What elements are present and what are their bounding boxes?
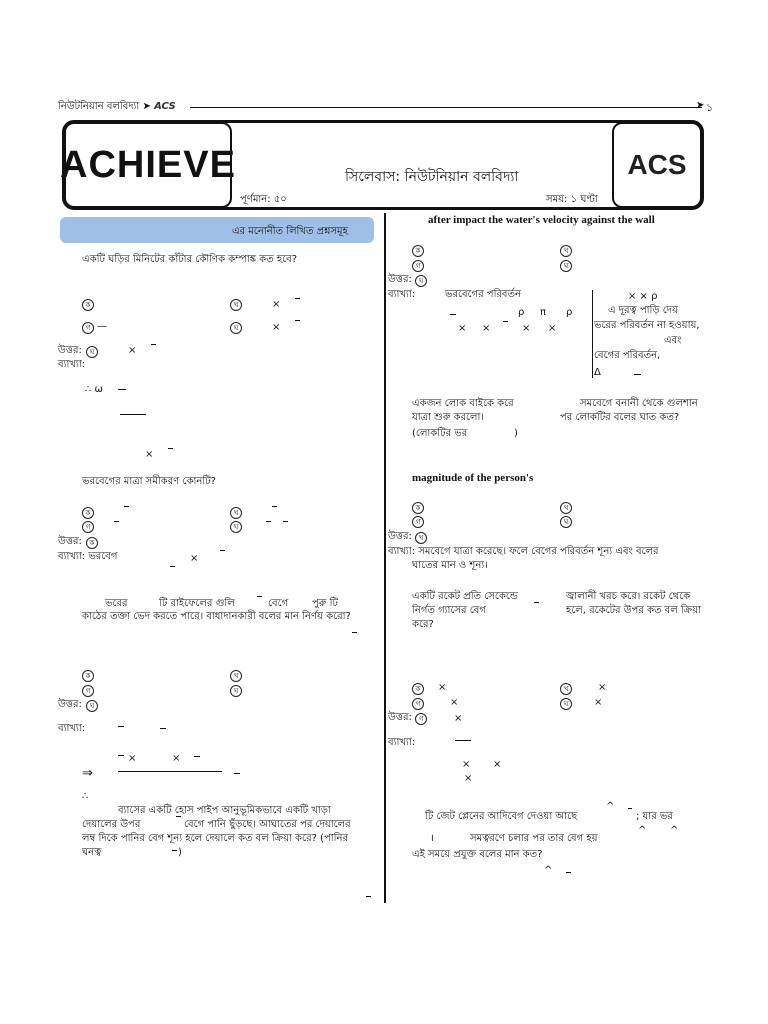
- option-kha-math: ×: [272, 299, 281, 310]
- question-4-text: দেয়ালের উপর: [82, 819, 141, 830]
- option-math: ×: [438, 682, 447, 693]
- question-3-text: বেগে: [268, 598, 289, 609]
- question-4-text: ব্যাসের একটি হোস পাইপ আনুভূমিকভাবে একটি খাড়া: [118, 805, 331, 816]
- option-ga: গ: [82, 322, 94, 334]
- answer-math: ×: [454, 713, 463, 724]
- q4-continuation: after impact the water's velocity against the wall: [428, 214, 655, 226]
- math-bar: [118, 389, 126, 390]
- question-5-text: পর লোকটির বলের ঘাত কত?: [560, 412, 680, 423]
- question-3-text: পুরু টি: [312, 598, 338, 609]
- side-note: Δ: [594, 367, 601, 378]
- option-kha: খ: [560, 683, 572, 695]
- math-bar: [450, 314, 456, 315]
- side-note: এ দূরত্ব পাড়ি দেয়: [608, 305, 678, 316]
- question-2-text: ভরবেগের মাত্রা সমীকরণ কোনটি?: [82, 476, 216, 487]
- math-bar: [257, 596, 262, 597]
- answer-label: উত্তর:: [58, 536, 82, 547]
- explanation-label: ব্যাখ্যা:: [58, 359, 86, 370]
- question-5-text: (লোকটির ভর: [412, 428, 468, 439]
- option-ga: গ: [412, 260, 424, 272]
- explanation-text: ব্যাখ্যা: সমবেগে যাত্রা করেছে। ফলে বেগের পরিবর্তন শূন্য এবং বলের: [388, 546, 659, 557]
- fraction-bar: [455, 740, 471, 741]
- question-3-text: ভরের: [105, 598, 128, 609]
- header-rule: [190, 107, 702, 108]
- answer-option: খ: [415, 532, 427, 544]
- achieve-logo-text: ACHIEVE: [60, 143, 236, 186]
- question-4-text: বেগে পানি ছুঁড়ছে। আঘাতের পর দেয়ালের: [184, 819, 351, 830]
- answer-label: উত্তর:: [58, 699, 82, 710]
- answer-option: গ: [415, 713, 427, 725]
- achieve-logo: [60, 122, 236, 208]
- q5-continuation: magnitude of the person's: [412, 472, 534, 484]
- explanation-math: ×: [522, 323, 531, 334]
- math-bar: [234, 773, 240, 774]
- question-4-text: ): [178, 847, 182, 858]
- option-kha: খ: [230, 299, 242, 311]
- running-header: [58, 99, 176, 116]
- explanation-label: ব্যাখ্যা:: [388, 289, 416, 300]
- caret-symbol: ^: [544, 865, 553, 876]
- explanation-math: ×: [172, 753, 181, 764]
- math-bar: [168, 448, 173, 449]
- answer-option: ঘ: [86, 700, 98, 712]
- explanation-math: ×: [145, 449, 154, 460]
- math-bar: [220, 550, 225, 551]
- option-gha: ঘ: [230, 521, 242, 533]
- math-bar: [176, 816, 181, 817]
- question-7-text: টি জেট প্লেনের আদিবেগ দেওয়া আছে: [425, 811, 578, 822]
- answer-label: উত্তর:: [58, 345, 82, 356]
- question-1-text: একটি ঘড়ির মিনিটের কাঁটার কৌণিক কম্পাঙ্ক কত হবে?: [82, 254, 297, 265]
- pi-symbol: π: [540, 307, 547, 318]
- option-ka: ক: [82, 670, 94, 682]
- question-6-text: করে?: [412, 619, 434, 630]
- question-4-text: ঘনত্ব: [82, 847, 102, 858]
- answer-option: ঘ: [86, 346, 98, 358]
- column-divider: [384, 213, 386, 903]
- question-7-text: ; যার ভর: [636, 811, 673, 822]
- option-gha: ঘ: [230, 685, 242, 697]
- explanation-text: ঘাতের মান ও শূন্য।: [412, 560, 488, 571]
- explanation-math: ×: [458, 323, 467, 334]
- math-bar: [503, 321, 508, 322]
- option-gha: ঘ: [560, 516, 572, 528]
- rho-symbol: ρ: [566, 307, 573, 318]
- question-7-text: ।: [430, 833, 434, 844]
- option-kha: খ: [560, 245, 572, 257]
- question-6-text: নির্গত গ্যাসের বেগ: [412, 605, 486, 616]
- math-bar: [160, 728, 166, 729]
- option-ka: ক: [412, 683, 424, 695]
- acs-logo: [612, 122, 702, 208]
- caret-symbol: ^: [606, 801, 615, 812]
- implies-icon: ⇒: [82, 766, 93, 781]
- option-gha: ঘ: [230, 322, 242, 334]
- acs-mini-logo: ACS: [154, 101, 176, 112]
- explanation-math: ×: [128, 753, 137, 764]
- option-gha-math: ×: [272, 322, 281, 333]
- math-bar: [534, 602, 539, 603]
- explanation-math: ×: [462, 759, 471, 770]
- math-bar: [634, 374, 641, 375]
- option-kha: খ: [230, 507, 242, 519]
- math-bar: [170, 566, 175, 567]
- explanation-label: ব্যাখ্যা:: [388, 737, 416, 748]
- question-6-text: জ্বালানী খরচ করে। রকেট থেকে: [566, 591, 691, 602]
- answer-option: ঘ: [415, 275, 427, 287]
- option-kha: খ: [560, 502, 572, 514]
- option-ga: গ: [82, 685, 94, 697]
- explanation-math: ×: [493, 759, 502, 770]
- therefore-icon: ∴: [82, 791, 89, 802]
- question-4-text: লম্ব দিকে পানির বেগ শূন্য হলে দেয়ালে কত বল ক্রিয়া করে? (পানির: [82, 833, 348, 844]
- side-note: ভরের পরিবর্তন না হওয়ায়,: [594, 320, 700, 331]
- math-bar: [172, 850, 177, 851]
- arrow-icon: ➤: [142, 101, 151, 112]
- question-3-text: কাঠের তক্তা ভেদ করতে পারে। বাধাদানকারী বলের মান নির্ণয় করো?: [82, 611, 351, 622]
- question-3-text: টি রাইফেলের গুলি: [159, 598, 235, 609]
- explanation-math: ×: [548, 323, 557, 334]
- full-marks: পূর্ণমান: ৫০: [240, 194, 287, 205]
- explanation-math: ×: [190, 553, 199, 564]
- option-kha: খ: [230, 670, 242, 682]
- math-bar: [283, 521, 288, 522]
- explanation-label: ব্যাখ্যা: ভরবেগ: [58, 551, 118, 562]
- question-5-text: ): [514, 428, 518, 439]
- math-bar: [352, 632, 357, 633]
- answer-label: উত্তর:: [388, 274, 412, 285]
- explanation-math: ∴ ω: [85, 384, 103, 395]
- question-7-text: সমত্বরণে চলার পর তার বেগ হয়: [470, 833, 598, 844]
- math-bar: [272, 506, 277, 507]
- math-bar: [151, 344, 156, 345]
- math-bar: [566, 872, 571, 873]
- option-ga: গ: [82, 521, 94, 533]
- math-bar: [266, 521, 271, 522]
- option-math: ×: [450, 697, 459, 708]
- option-math: ×: [598, 682, 607, 693]
- answer-option: ক: [86, 537, 98, 549]
- math-bar: [118, 726, 124, 727]
- math-bar: [114, 521, 119, 522]
- option-ka: ক: [412, 245, 424, 257]
- option-ga: গ: [412, 698, 424, 710]
- option-math: ×: [594, 697, 603, 708]
- explanation-math: ×: [464, 773, 473, 784]
- page-number: ১: [706, 101, 714, 114]
- option-ka: ক: [412, 502, 424, 514]
- acs-logo-text: ACS: [627, 149, 687, 180]
- side-note-bracket: [592, 290, 593, 378]
- math-bar: [628, 808, 632, 809]
- question-6-text: একটি রকেট প্রতি সেকেন্ডে: [412, 591, 518, 602]
- syllabus-title: সিলেবাস: নিউটনিয়ান বলবিদ্যা: [345, 169, 519, 185]
- math-bar: [124, 506, 129, 507]
- question-7-text: এই সময়ে প্রযুক্ত বলের মান কত?: [412, 849, 543, 860]
- caret-symbol: ^: [638, 825, 647, 836]
- answer-math: ×: [128, 345, 137, 356]
- section-banner-text: এর মনোনীত লিখিত প্রশ্নসমূহ: [232, 226, 348, 237]
- caret-symbol: ^: [670, 825, 679, 836]
- question-5-text: একজন লোক বাইকে করে: [412, 398, 514, 409]
- option-ka: ক: [82, 507, 94, 519]
- answer-label: উত্তর:: [388, 531, 412, 542]
- rule-arrow-icon: ➤: [696, 100, 705, 111]
- option-ga-math: —: [97, 321, 107, 332]
- question-5-text: যাত্রা শুরু করলো।: [412, 412, 484, 423]
- exam-time: সময়: ১ ঘণ্টা: [546, 194, 598, 205]
- math-bar: [366, 896, 371, 897]
- option-ka: ক: [82, 299, 94, 311]
- explanation-math: ×: [482, 323, 491, 334]
- fraction-bar: [120, 414, 146, 415]
- fraction-bar: [118, 771, 222, 772]
- side-note: বেগের পরিবর্তন,: [594, 350, 661, 361]
- math-bar: [295, 320, 300, 321]
- option-ga: গ: [412, 516, 424, 528]
- answer-label: উত্তর:: [388, 712, 412, 723]
- side-note: × × ρ: [628, 291, 658, 302]
- math-bar: [118, 755, 124, 756]
- side-note: এবং: [664, 335, 682, 346]
- question-6-text: হলে, রকেটের উপর কত বল ক্রিয়া: [566, 605, 701, 616]
- question-5-text: সমবেগে বনানী থেকে গুলশান: [580, 398, 698, 409]
- option-gha: ঘ: [560, 260, 572, 272]
- option-gha: ঘ: [560, 698, 572, 710]
- explanation-label: ব্যাখ্যা:: [58, 723, 86, 734]
- explanation-text: ভরবেগের পরিবর্তন: [445, 289, 521, 300]
- math-bar: [295, 298, 300, 299]
- rho-symbol: ρ: [518, 307, 525, 318]
- running-title: নিউটনিয়ান বলবিদ্যা: [58, 101, 140, 112]
- math-bar: [194, 756, 200, 757]
